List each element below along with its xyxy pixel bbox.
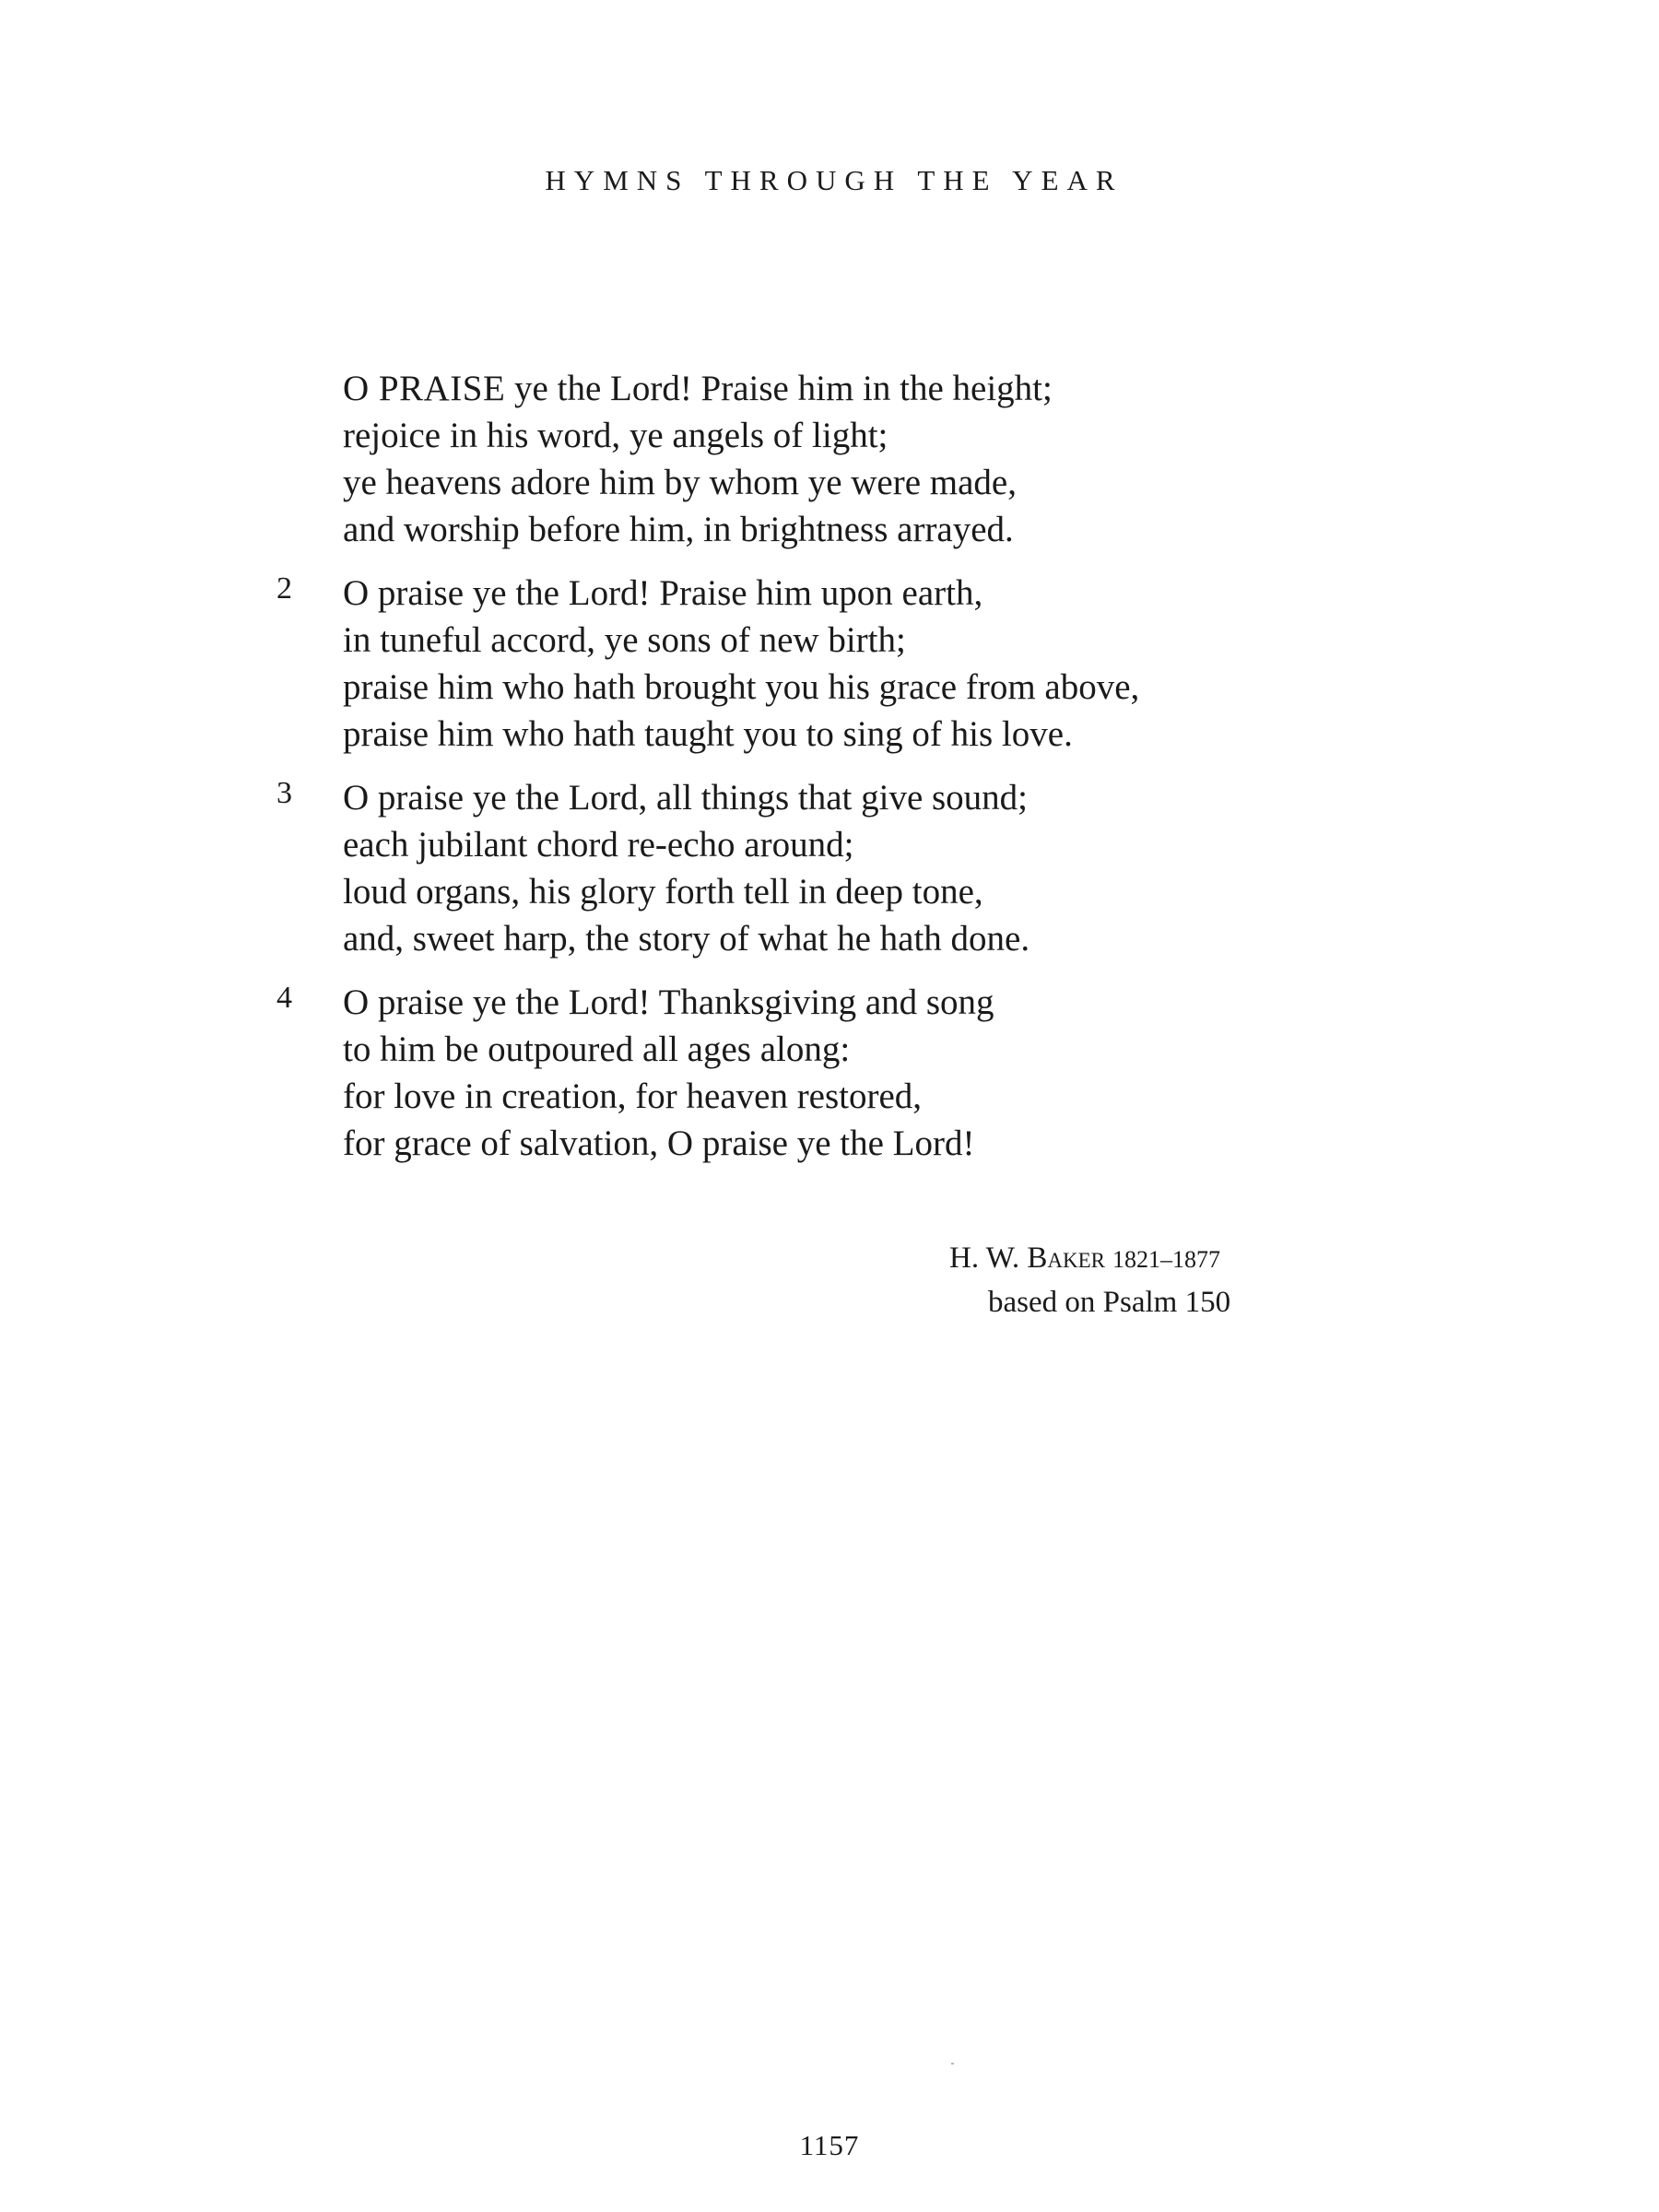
verse-line: O praise ye the Lord! Praise him upon earth, [343, 573, 983, 613]
author-name: H. W. Baker [949, 1241, 1105, 1275]
verse-line: loud organs, his glory forth tell in deep tone, [343, 872, 983, 912]
verse-line: for grace of salvation, O praise ye the Lord! [343, 1124, 975, 1163]
author-dates: 1821–1877 [1112, 1246, 1220, 1273]
verse-line: praise him who hath taught you to sing of his love. [343, 714, 1073, 754]
hymn-text [276, 365, 1382, 1183]
verse-1 [276, 365, 1382, 553]
verse-line: to him be outpoured all ages along: [343, 1030, 851, 1069]
verse-line: in tuneful accord, ye sons of new birth; [343, 620, 906, 660]
verse-line: and worship before him, in brightness arrayed. [343, 510, 1014, 549]
scan-speck [951, 2063, 954, 2065]
verse-line: praise him who hath brought you his grace from above, [343, 667, 1140, 707]
running-head-text: HYMNS THROUGH THE YEAR [545, 164, 1124, 196]
verse-lines [343, 365, 1382, 553]
verse-3 [276, 774, 1382, 962]
verse-line: for love in creation, for heaven restored, [343, 1077, 923, 1116]
verse-lines [343, 570, 1382, 758]
verse-lines [343, 774, 1382, 962]
verse-line: each jubilant chord re-echo around; [343, 825, 854, 865]
page-number: 1157 [799, 2129, 860, 2161]
verse-line: rejoice in his word, ye angels of light; [343, 416, 888, 455]
author-line [949, 1237, 1318, 1281]
attribution [949, 1237, 1318, 1324]
verse-line: ye heavens adore him by whom ye were made, [343, 463, 1017, 502]
source-text: based on Psalm 150 [988, 1286, 1231, 1319]
verse-line: O praise ye the Lord! Thanksgiving and song [343, 982, 994, 1022]
verse-line: O praise ye the Lord, all things that give sound; [343, 778, 1029, 818]
verse-number: 2 [276, 571, 292, 606]
running-head [0, 164, 1659, 197]
verse-4 [276, 979, 1382, 1167]
verse-number: 3 [276, 776, 292, 810]
verse-opening: O PRAISE [343, 369, 506, 408]
verse-line [343, 365, 1382, 412]
verse-lines [343, 979, 1382, 1167]
verse-line-rest: ye the Lord! Praise him in the height; [505, 369, 1053, 408]
verse-line: and, sweet harp, the story of what he hath done. [343, 919, 1030, 959]
verse-number: 4 [276, 981, 292, 1015]
verse-2 [276, 570, 1382, 758]
